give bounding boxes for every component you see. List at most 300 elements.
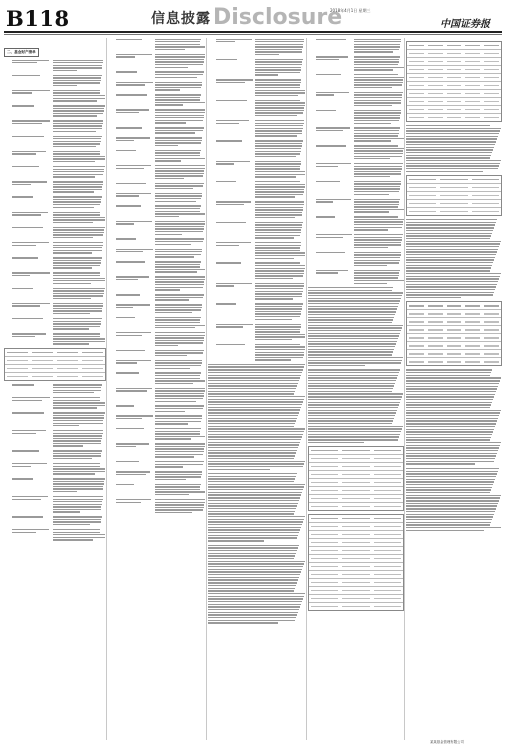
table-cell xyxy=(428,329,443,330)
text-line xyxy=(316,270,348,271)
text-line xyxy=(255,59,303,60)
text-line xyxy=(354,194,389,195)
text-line xyxy=(53,318,102,319)
text-line xyxy=(155,249,202,250)
item-marker xyxy=(208,221,214,238)
list-item xyxy=(4,241,106,253)
text-line xyxy=(354,51,393,52)
text-line xyxy=(255,268,305,269)
text-line xyxy=(155,474,202,475)
list-item xyxy=(4,333,106,345)
text-line xyxy=(255,324,301,325)
text-line xyxy=(208,366,304,367)
text-line xyxy=(406,407,490,408)
table-cell xyxy=(409,117,424,118)
table-cell xyxy=(409,345,424,346)
item-marker xyxy=(108,428,114,440)
table-cell xyxy=(428,117,443,118)
text-line xyxy=(155,454,203,455)
table-row xyxy=(309,455,403,463)
text-line xyxy=(406,380,500,381)
text-line xyxy=(316,92,349,93)
text-line xyxy=(255,166,300,167)
text-line xyxy=(116,304,150,305)
table-cell xyxy=(374,534,401,535)
list-item xyxy=(108,359,206,369)
text-line xyxy=(208,428,305,429)
text-line xyxy=(406,284,497,285)
paragraph xyxy=(208,545,306,624)
text-line xyxy=(155,504,204,505)
table-cell xyxy=(82,360,103,361)
list-item xyxy=(208,58,306,75)
table-cell xyxy=(447,353,462,354)
list-item xyxy=(208,343,306,360)
text-line xyxy=(255,275,303,276)
text-line xyxy=(406,273,501,274)
item-body xyxy=(155,349,206,356)
table-cell xyxy=(447,305,462,306)
item-name xyxy=(116,53,153,68)
table-cell xyxy=(484,345,499,346)
text-line xyxy=(354,234,402,235)
list-item xyxy=(108,471,206,481)
text-line xyxy=(216,82,245,83)
table-cell xyxy=(311,450,338,451)
table-cell xyxy=(311,482,338,483)
item-body xyxy=(155,94,206,106)
text-line xyxy=(116,307,133,308)
text-line xyxy=(316,199,351,200)
text-line xyxy=(155,178,184,179)
text-line xyxy=(354,242,401,243)
text-line xyxy=(53,430,104,431)
text-line xyxy=(406,503,498,504)
text-line xyxy=(12,275,30,276)
table-row xyxy=(309,463,403,471)
table-cell xyxy=(447,85,462,86)
text-line xyxy=(208,579,298,580)
table-cell xyxy=(342,574,369,575)
text-line xyxy=(155,484,201,485)
text-line xyxy=(406,468,499,469)
list-item xyxy=(208,119,306,136)
text-line xyxy=(53,303,104,304)
table-cell xyxy=(311,498,338,499)
item-body xyxy=(155,165,206,180)
item-name xyxy=(216,181,253,198)
item-marker xyxy=(4,120,10,132)
text-line xyxy=(308,319,393,320)
text-line xyxy=(354,247,387,248)
text-line xyxy=(406,222,496,223)
text-line xyxy=(208,529,300,530)
list-item xyxy=(4,211,106,223)
text-line xyxy=(53,171,104,172)
text-line xyxy=(116,443,149,444)
text-line xyxy=(12,303,50,304)
table-row xyxy=(407,208,501,215)
item-body xyxy=(354,234,404,249)
text-line xyxy=(406,235,491,236)
text-line xyxy=(12,75,40,76)
text-line xyxy=(53,250,102,251)
item-name xyxy=(316,74,352,89)
table-cell xyxy=(409,109,424,110)
text-line xyxy=(53,128,102,129)
text-line xyxy=(53,468,106,469)
text-line xyxy=(116,221,152,222)
text-line xyxy=(308,292,403,293)
text-line xyxy=(116,276,149,277)
text-line xyxy=(155,112,205,113)
table-row xyxy=(407,114,501,121)
item-body xyxy=(53,495,106,512)
item-body xyxy=(155,109,206,124)
text-line xyxy=(53,65,103,66)
text-line xyxy=(53,321,101,322)
data-table xyxy=(406,41,502,122)
item-name xyxy=(12,181,51,193)
text-line xyxy=(116,193,151,194)
item-marker xyxy=(108,38,114,50)
text-line xyxy=(406,386,498,387)
text-line xyxy=(354,209,403,210)
text-line xyxy=(155,120,203,121)
text-line xyxy=(308,402,400,403)
text-line xyxy=(155,393,204,394)
table-cell xyxy=(311,466,338,467)
text-line xyxy=(406,527,501,528)
table-cell xyxy=(311,526,338,527)
table-cell xyxy=(465,117,480,118)
item-body xyxy=(53,287,106,299)
item-name xyxy=(116,137,153,147)
text-line xyxy=(208,385,297,386)
text-line xyxy=(116,317,135,318)
text-line xyxy=(53,499,103,500)
item-body xyxy=(53,150,106,162)
text-line xyxy=(53,336,100,337)
table-cell xyxy=(311,558,338,559)
text-line xyxy=(354,216,398,217)
text-line xyxy=(308,369,400,370)
text-line xyxy=(53,237,93,238)
text-line xyxy=(155,418,202,419)
list-item xyxy=(108,415,206,425)
text-line xyxy=(406,391,496,392)
table-cell xyxy=(465,77,480,78)
text-line xyxy=(12,181,47,182)
column-2-body xyxy=(108,38,206,513)
item-marker xyxy=(4,74,10,86)
item-name xyxy=(116,149,153,161)
table-cell xyxy=(465,61,480,62)
text-line xyxy=(53,529,100,530)
list-item xyxy=(308,91,404,106)
item-name xyxy=(116,294,153,301)
text-line xyxy=(155,388,205,389)
text-line xyxy=(255,359,291,360)
text-line xyxy=(406,388,497,389)
text-line xyxy=(53,524,90,525)
item-marker xyxy=(208,262,214,279)
list-item xyxy=(308,56,404,71)
text-line xyxy=(255,346,305,347)
item-name xyxy=(12,384,51,394)
text-line xyxy=(406,402,492,403)
text-line xyxy=(155,238,204,239)
text-line xyxy=(255,265,305,266)
text-line xyxy=(12,257,38,258)
table-row xyxy=(309,539,403,547)
text-line xyxy=(308,372,399,373)
text-line xyxy=(406,163,500,164)
text-line xyxy=(316,130,343,131)
text-line xyxy=(116,418,142,419)
text-line xyxy=(354,283,386,284)
item-name xyxy=(216,323,253,340)
text-line xyxy=(406,439,490,440)
table-cell xyxy=(472,211,499,212)
table-cell xyxy=(440,195,467,196)
item-body xyxy=(53,120,106,132)
text-line xyxy=(53,488,103,489)
text-line xyxy=(208,466,303,467)
text-line xyxy=(255,229,301,230)
text-line xyxy=(406,233,492,234)
text-line xyxy=(354,199,399,200)
item-name xyxy=(216,282,253,299)
text-line xyxy=(155,205,201,206)
text-line xyxy=(255,291,303,292)
table-row xyxy=(407,358,501,365)
item-marker xyxy=(4,333,10,345)
list-item xyxy=(4,59,106,71)
item-marker xyxy=(208,99,214,116)
text-line xyxy=(208,364,305,365)
text-line xyxy=(12,62,37,63)
text-line xyxy=(155,173,204,174)
text-line xyxy=(255,245,301,246)
table-cell xyxy=(409,93,424,94)
item-body xyxy=(354,198,404,213)
table-cell xyxy=(428,69,443,70)
text-line xyxy=(53,115,97,116)
table-cell xyxy=(82,368,103,369)
text-line xyxy=(53,176,95,177)
table-row xyxy=(309,471,403,479)
item-name xyxy=(316,162,352,177)
item-body xyxy=(155,248,206,258)
text-line xyxy=(354,206,398,207)
text-line xyxy=(255,54,278,55)
text-line xyxy=(155,54,205,55)
text-line xyxy=(116,261,145,262)
table-cell xyxy=(428,61,443,62)
item-marker xyxy=(308,180,314,195)
text-line xyxy=(255,212,302,213)
text-line xyxy=(354,188,399,189)
text-line xyxy=(354,176,389,177)
text-line xyxy=(354,148,403,149)
list-item xyxy=(108,294,206,301)
data-table xyxy=(406,175,502,216)
text-line xyxy=(406,463,475,464)
table-cell xyxy=(428,93,443,94)
text-line xyxy=(155,378,200,379)
text-line xyxy=(53,138,101,139)
text-line xyxy=(308,343,396,344)
text-line xyxy=(308,322,392,323)
text-line xyxy=(255,171,305,172)
text-line xyxy=(354,130,399,131)
item-marker xyxy=(108,127,114,134)
text-line xyxy=(208,598,303,599)
text-line xyxy=(255,329,300,330)
table-row xyxy=(309,563,403,571)
item-body xyxy=(155,38,206,50)
text-line xyxy=(406,297,461,298)
table-cell xyxy=(409,77,424,78)
list-item xyxy=(108,81,206,91)
item-marker xyxy=(4,181,10,193)
column-1-body xyxy=(4,59,106,541)
text-line xyxy=(155,244,191,245)
text-line xyxy=(53,328,90,329)
text-line xyxy=(208,399,304,400)
text-line xyxy=(308,420,393,421)
item-name xyxy=(116,192,153,202)
text-line xyxy=(53,501,103,502)
table-row xyxy=(407,302,501,310)
item-marker xyxy=(4,317,10,329)
text-line xyxy=(255,128,303,129)
item-marker xyxy=(208,282,214,299)
text-line xyxy=(12,305,40,306)
list-item xyxy=(108,316,206,328)
text-line xyxy=(255,349,305,350)
item-name xyxy=(12,196,51,208)
list-item xyxy=(4,528,106,540)
text-line xyxy=(53,184,103,185)
text-line xyxy=(308,380,396,381)
text-line xyxy=(53,141,101,142)
text-line xyxy=(155,499,205,500)
text-line xyxy=(155,337,204,338)
text-line xyxy=(155,67,188,68)
text-line xyxy=(53,234,104,235)
table-cell xyxy=(465,345,480,346)
item-body xyxy=(53,317,106,329)
text-line xyxy=(208,369,303,370)
text-line xyxy=(155,211,200,212)
text-line xyxy=(53,275,100,276)
text-line xyxy=(354,181,401,182)
paragraph xyxy=(406,468,502,531)
text-line xyxy=(53,387,101,388)
item-marker xyxy=(108,220,114,235)
text-line xyxy=(53,278,106,279)
text-line xyxy=(155,183,204,184)
text-line xyxy=(155,365,201,366)
text-line xyxy=(308,412,396,413)
text-line xyxy=(308,383,395,384)
item-body xyxy=(155,294,206,301)
text-line xyxy=(12,196,33,197)
item-body xyxy=(155,387,206,402)
text-line xyxy=(155,466,183,467)
text-line xyxy=(255,41,304,42)
text-line xyxy=(53,189,102,190)
item-marker xyxy=(4,59,10,71)
item-body xyxy=(155,316,206,328)
text-line xyxy=(216,222,246,223)
list-item xyxy=(208,221,306,238)
item-body xyxy=(354,251,404,266)
text-line xyxy=(53,295,104,296)
text-line xyxy=(155,398,203,399)
text-line xyxy=(155,46,205,47)
text-line xyxy=(308,399,401,400)
text-line xyxy=(354,100,401,101)
text-line xyxy=(53,201,101,202)
table-cell xyxy=(342,606,369,607)
list-item xyxy=(108,276,206,291)
text-line xyxy=(354,110,401,111)
table-cell xyxy=(484,61,499,62)
text-line xyxy=(53,113,104,114)
list-item xyxy=(108,94,206,106)
text-line xyxy=(255,184,305,185)
table-cell xyxy=(484,329,499,330)
text-line xyxy=(354,46,399,47)
text-line xyxy=(155,216,179,217)
item-marker xyxy=(4,89,10,101)
text-line xyxy=(155,360,202,361)
text-line xyxy=(208,620,295,621)
item-marker xyxy=(4,287,10,299)
item-name xyxy=(216,79,253,96)
text-line xyxy=(116,428,144,429)
item-body xyxy=(255,221,306,238)
list-item xyxy=(4,165,106,177)
text-line xyxy=(255,316,300,317)
text-line xyxy=(208,461,305,462)
section-title-cn: 信息披露 xyxy=(151,11,211,27)
text-line xyxy=(155,188,193,189)
item-body xyxy=(155,81,206,91)
item-name xyxy=(316,216,352,231)
text-line xyxy=(406,369,492,370)
table-cell xyxy=(409,313,424,314)
item-name xyxy=(116,483,153,495)
text-line xyxy=(354,56,399,57)
text-line xyxy=(116,350,145,351)
table-cell xyxy=(484,361,499,362)
text-line xyxy=(255,336,305,337)
list-item xyxy=(208,181,306,198)
text-line xyxy=(406,423,496,424)
text-line xyxy=(255,39,304,40)
text-line xyxy=(53,496,104,497)
table-cell xyxy=(374,574,401,575)
text-line xyxy=(354,186,400,187)
text-line xyxy=(53,405,105,406)
text-line xyxy=(155,415,202,416)
text-line xyxy=(155,152,200,153)
item-name xyxy=(12,74,51,86)
